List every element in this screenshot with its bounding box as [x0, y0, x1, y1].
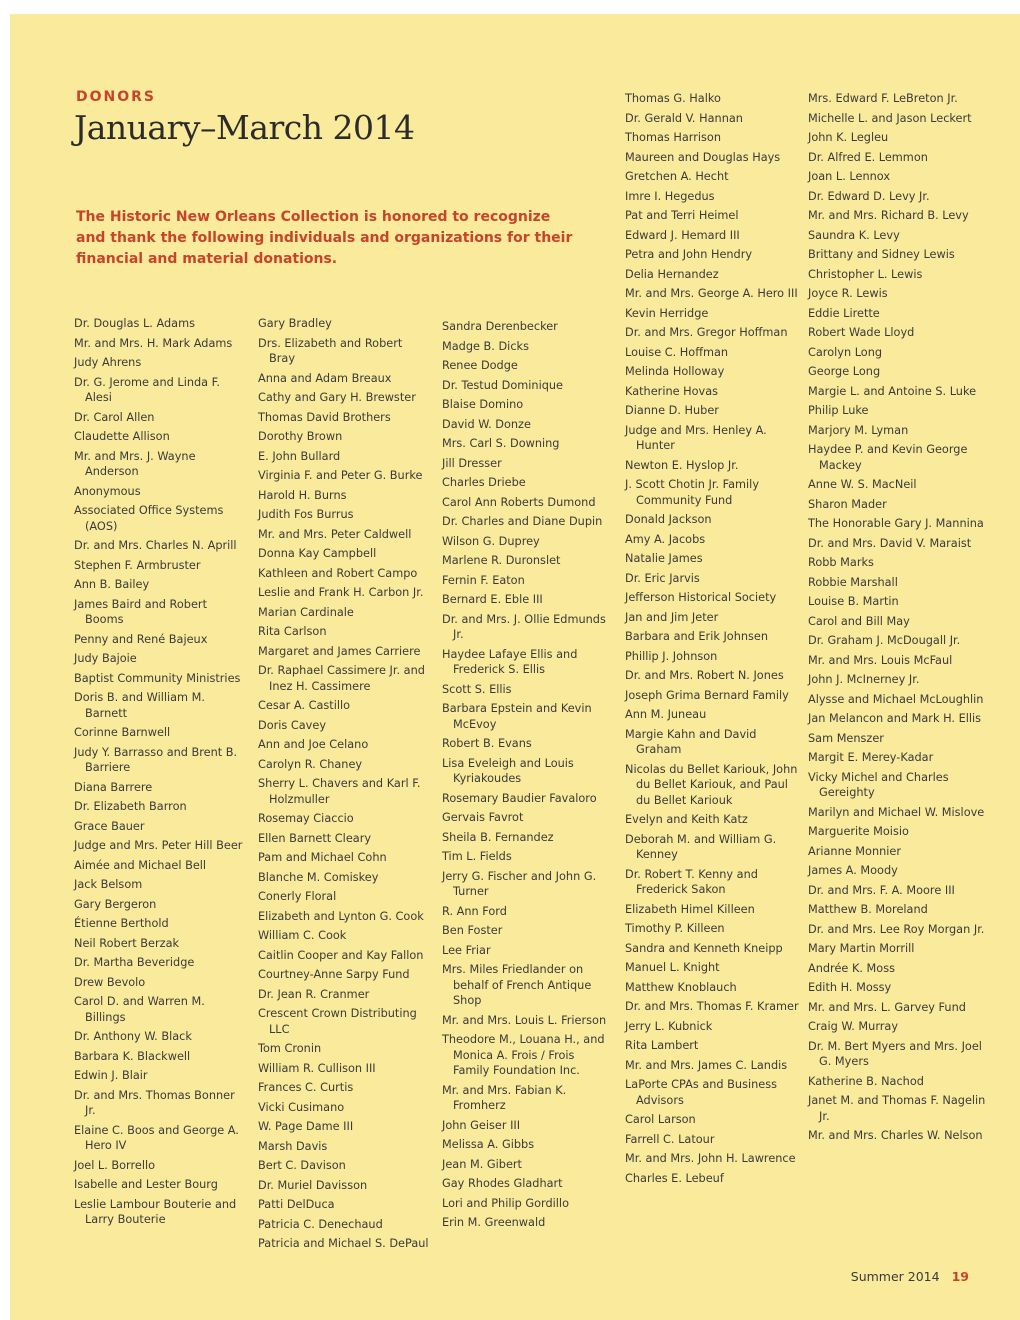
donor-entry: LaPorte CPAs and Business Advisors [625, 1078, 777, 1107]
donor-entry: Dr. M. Bert Myers and Mrs. Joel G. Myers [808, 1039, 982, 1068]
donor-entry: Judge and Mrs. Peter Hill Beer [74, 839, 243, 852]
page-title: January–March 2014 [74, 108, 415, 147]
donor-entry: Grace Bauer [74, 819, 145, 833]
donor-entry: Penny and René Bajeux [74, 632, 208, 646]
donor-entry: Carol Larson [625, 1113, 696, 1126]
donor-entry: Stephen F. Armbruster [74, 558, 201, 572]
donor-entry: Dr. and Mrs. Thomas Bonner Jr. [74, 1088, 235, 1117]
donor-entry: Louise B. Martin [808, 595, 899, 608]
donor-entry: Dr. Raphael Cassimere Jr. and Inez H. Cassimere [258, 664, 425, 693]
donor-entry: Imre I. Hegedus [625, 189, 715, 203]
donor-entry: Barbara and Erik Johnsen [625, 630, 769, 643]
donor-entry: Haydee P. and Kevin George Mackey [808, 443, 968, 472]
donor-entry: Pat and Terri Heimel [625, 209, 739, 222]
donor-entry: Lisa Eveleigh and Louis Kyriakoudes [442, 756, 574, 785]
donor-entry: Craig W. Murray [808, 1020, 899, 1033]
donor-entry: Mr. and Mrs. John H. Lawrence [625, 1152, 796, 1165]
donor-entry: Matthew Knoblauch [625, 980, 737, 994]
donor-entry: Ann M. Juneau [625, 708, 707, 721]
donor-entry: John J. McInerney Jr. [808, 673, 920, 686]
donor-entry: Dr. and Mrs. Gregor Hoffman [625, 326, 788, 339]
donor-entry: James Baird and Robert Booms [74, 597, 207, 626]
donor-entry: Saundra K. Levy [808, 228, 900, 242]
donor-entry: Lee Friar [442, 943, 491, 957]
magazine-page [10, 14, 1020, 1320]
donor-entry: Margie L. and Antoine S. Luke [808, 384, 977, 398]
donor-entry: Harold H. Burns [258, 488, 347, 502]
donor-entry: Dr. Testud Dominique [442, 378, 563, 392]
donor-entry: Madge B. Dicks [442, 339, 529, 353]
donor-entry: Dr. Douglas L. Adams [74, 317, 195, 330]
donor-entry: Rita Carlson [258, 625, 327, 638]
donor-entry: Dr. and Mrs. David V. Maraist [808, 536, 972, 550]
donor-entry: Dr. and Mrs. Thomas F. Kramer [625, 1000, 799, 1013]
donor-entry: Virginia F. and Peter G. Burke [258, 469, 423, 482]
donor-entry: Fernin F. Eaton [442, 573, 525, 587]
donor-entry: Joseph Grima Bernard Family [625, 688, 789, 702]
donor-entry: Gary Bradley [258, 317, 332, 330]
donor-entry: Crescent Crown Distributing LLC [258, 1007, 417, 1036]
donor-entry: Ann and Joe Celano [258, 738, 369, 751]
donor-entry: Carol Ann Roberts Dumond [442, 495, 596, 509]
donor-entry: Conerly Floral [258, 890, 337, 903]
donor-entry: Leslie Lambour Bouterie and Larry Bouterie [74, 1197, 237, 1226]
donor-entry: Drs. Elizabeth and Robert Bray [258, 336, 403, 365]
donor-entry: Dr. Graham J. McDougall Jr. [808, 634, 961, 647]
donor-entry: William C. Cook [258, 929, 347, 942]
donor-entry: Nicolas du Bellet Kariouk, John du Bellet Kariouk, and Paul du Bellet Kariouk [625, 762, 798, 807]
donor-entry: Dr. and Mrs. Lee Roy Morgan Jr. [808, 922, 985, 936]
donor-entry: Kathleen and Robert Campo [258, 566, 418, 580]
donor-entry: Mrs. Edward F. LeBreton Jr. [808, 92, 958, 105]
donor-entry: Sam Menszer [808, 731, 884, 745]
donor-entry: Bernard E. Eble III [442, 593, 543, 606]
donor-entry: The Honorable Gary J. Mannina [808, 517, 984, 530]
donor-entry: Wilson G. Duprey [442, 534, 540, 548]
donor-entry: Jerry L. Kubnick [625, 1019, 713, 1033]
donor-entry: Dianne D. Huber [625, 404, 719, 417]
donor-entry: Dr. Martha Beveridge [74, 956, 195, 969]
donor-entry: Étienne Berthold [74, 917, 169, 930]
donor-column-5 [808, 91, 986, 1148]
donor-entry: Janet M. and Thomas F. Nagelin Jr. [808, 1094, 986, 1123]
donor-entry: Edwin J. Blair [74, 1069, 148, 1082]
donor-entry: Anonymous [74, 484, 141, 498]
donor-entry: Rosemay Ciaccio [258, 812, 354, 825]
donor-column-1 [74, 316, 246, 1232]
donor-entry: Brittany and Sidney Lewis [808, 248, 955, 261]
donor-entry: Theodore M., Louana H., and Monica A. Frois / Frois Family Foundation Inc. [442, 1033, 605, 1077]
donor-entry: Edward J. Hemard III [625, 228, 740, 242]
donor-entry: Jan and Jim Jeter [625, 610, 719, 624]
donor-entry: Margie Kahn and David Graham [625, 727, 757, 756]
donor-entry: Patricia and Michael S. DePaul [258, 1237, 429, 1250]
donor-entry: Dr. and Mrs. Charles N. Aprill [74, 539, 237, 552]
donor-entry: Louise C. Hoffman [625, 345, 729, 359]
donor-entry: Mr. and Mrs. George A. Hero III [625, 287, 798, 300]
donor-entry: W. Page Dame III [258, 1120, 354, 1133]
donor-entry: Marguerite Moisio [808, 825, 909, 838]
donor-entry: Claudette Allison [74, 430, 170, 443]
page-footer [851, 1269, 969, 1284]
donor-entry: Delia Hernandez [625, 267, 719, 281]
donor-entry: Melissa A. Gibbs [442, 1138, 535, 1151]
donor-entry: Doris Cavey [258, 718, 327, 732]
donor-entry: Barbara K. Blackwell [74, 1049, 191, 1063]
donor-entry: Jean M. Gibert [442, 1157, 522, 1171]
donor-column-3 [442, 319, 614, 1235]
donor-entry: Isabelle and Lester Bourg [74, 1178, 218, 1191]
donor-entry: Deborah M. and William G. Kenney [625, 832, 777, 861]
donor-entry: Thomas David Brothers [258, 410, 391, 424]
donor-entry: Gervais Favrot [442, 811, 524, 824]
donor-entry: Ben Foster [442, 924, 503, 937]
donor-entry: Dr. Gerald V. Hannan [625, 111, 743, 125]
donor-entry: Dr. Eric Jarvis [625, 571, 700, 585]
donor-entry: Dr. Robert T. Kenny and Frederick Sakon [625, 867, 758, 896]
donor-entry: Elizabeth and Lynton G. Cook [258, 909, 424, 923]
donor-entry: Jerry G. Fischer and John G. Turner [442, 869, 597, 898]
donor-entry: Mrs. Carl S. Downing [442, 437, 560, 450]
donor-entry: Kevin Herridge [625, 306, 709, 320]
donor-entry: Katherine Hovas [625, 384, 719, 398]
donor-entry: Mr. and Mrs. Fabian K. Fromherz [442, 1083, 567, 1112]
donor-entry: Anne W. S. MacNeil [808, 478, 917, 491]
donor-entry: Christopher L. Lewis [808, 267, 923, 281]
donor-entry: Marilyn and Michael W. Mislove [808, 805, 985, 819]
donor-entry: Mr. and Mrs. H. Mark Adams [74, 336, 233, 350]
donor-entry: Newton E. Hyslop Jr. [625, 458, 739, 472]
donor-entry: Charles Driebe [442, 476, 526, 489]
donor-entry: Dr. Edward D. Levy Jr. [808, 189, 930, 203]
donor-column-2 [258, 316, 430, 1256]
donor-entry: Sherry L. Chavers and Karl F. Holzmuller [258, 777, 421, 806]
donor-entry: Marlene R. Duronslet [442, 554, 561, 567]
donor-entry: Joan L. Lennox [808, 170, 891, 183]
issue-label: Summer 2014 [850, 1269, 940, 1284]
donor-column-4 [625, 91, 801, 1190]
donor-entry: Jefferson Historical Society [625, 591, 777, 604]
donor-entry: Scott S. Ellis [442, 682, 512, 696]
donor-entry: Judith Fos Burrus [258, 508, 354, 521]
donor-entry: John Geiser III [442, 1118, 521, 1132]
donor-entry: Patricia C. Denechaud [258, 1217, 383, 1231]
donor-entry: Ellen Barnett Cleary [258, 831, 372, 845]
donor-entry: E. John Bullard [258, 449, 341, 463]
donor-entry: Mr. and Mrs. J. Wayne Anderson [74, 449, 196, 478]
donor-entry: Leslie and Frank H. Carbon Jr. [258, 586, 424, 599]
donor-entry: Anna and Adam Breaux [258, 371, 392, 385]
donor-entry: Robbie Marshall [808, 575, 898, 589]
donor-entry: Tim L. Fields [442, 850, 512, 863]
donor-entry: Diana Barrere [74, 780, 153, 794]
donor-entry: Renee Dodge [442, 359, 518, 372]
donor-entry: Vicky Michel and Charles Gereighty [808, 770, 949, 799]
donor-entry: Elizabeth Himel Killeen [625, 902, 755, 916]
donor-entry: Dr. Alfred E. Lemmon [808, 150, 928, 164]
donor-entry: Dr. Elizabeth Barron [74, 800, 187, 813]
donor-entry: Mrs. Miles Friedlander on behalf of French Antique Shop [442, 963, 592, 1007]
donor-entry: Barbara Epstein and Kevin McEvoy [442, 702, 592, 731]
donor-entry: Dr. Anthony W. Black [74, 1030, 192, 1043]
donor-entry: Caitlin Cooper and Kay Fallon [258, 948, 424, 962]
donor-entry: Dr. G. Jerome and Linda F. Alesi [74, 375, 220, 404]
donor-entry: Katherine B. Nachod [808, 1074, 924, 1088]
donor-entry: Phillip J. Johnson [625, 649, 718, 663]
donor-entry: Margaret and James Carriere [258, 644, 421, 658]
donor-entry: Lori and Philip Gordillo [442, 1196, 569, 1210]
donor-entry: Joel L. Borrello [74, 1158, 156, 1172]
donor-entry: Cesar A. Castillo [258, 699, 351, 712]
donor-entry: Alysse and Michael McLoughlin [808, 692, 984, 706]
donor-entry: R. Ann Ford [442, 904, 507, 918]
donor-entry: Mr. and Mrs. Peter Caldwell [258, 527, 412, 541]
donor-entry: Charles E. Lebeuf [625, 1171, 724, 1185]
donor-entry: Bert C. Davison [258, 1159, 346, 1172]
donor-entry: Doris B. and William M. Barnett [74, 691, 205, 720]
donor-entry: Robert Wade Lloyd [808, 326, 915, 339]
donor-entry: Edith H. Mossy [808, 981, 892, 994]
donor-entry: Frances C. Curtis [258, 1081, 354, 1094]
donor-entry: Neil Robert Berzak [74, 936, 180, 950]
donor-entry: Associated Office Systems (AOS) [74, 504, 224, 533]
donor-entry: Elaine C. Boos and George A. Hero IV [74, 1123, 239, 1152]
donor-entry: Dr. Jean R. Cranmer [258, 987, 370, 1001]
donor-entry: Carol D. and Warren M. Billings [74, 995, 205, 1024]
donor-entry: Carolyn R. Chaney [258, 757, 363, 771]
donor-entry: Tom Cronin [258, 1042, 322, 1055]
donor-entry: Baptist Community Ministries [74, 671, 241, 685]
donor-entry: J. Scott Chotin Jr. Family Community Fund [625, 478, 760, 507]
section-kicker: DONORS [76, 89, 157, 105]
donor-entry: Judy Y. Barrasso and Brent B. Barriere [74, 745, 238, 774]
donor-entry: Patti DelDuca [258, 1198, 335, 1211]
donor-entry: Rita Lambert [625, 1039, 699, 1052]
donor-entry: Gretchen A. Hecht [625, 170, 729, 183]
donor-entry: Corinne Barnwell [74, 726, 171, 739]
donor-entry: Carolyn Long [808, 345, 883, 359]
donor-entry: Mr. and Mrs. Charles W. Nelson [808, 1129, 983, 1142]
donor-entry: William R. Cullison III [258, 1061, 376, 1075]
donor-entry: Mr. and Mrs. Louis L. Frierson [442, 1013, 607, 1027]
donor-entry: John K. Legleu [808, 131, 889, 144]
donor-entry: Manuel L. Knight [625, 961, 720, 974]
donor-entry: Michelle L. and Jason Leckert [808, 111, 972, 125]
donor-entry: Jill Dresser [442, 456, 502, 470]
donor-entry: Arianne Monnier [808, 844, 902, 858]
donor-entry: Timothy P. Killeen [625, 922, 725, 935]
donor-entry: Eddie Lirette [808, 306, 880, 320]
donor-entry: Dr. and Mrs. F. A. Moore III [808, 883, 955, 897]
donor-entry: Dorothy Brown [258, 430, 343, 443]
donor-entry: Mr. and Mrs. L. Garvey Fund [808, 1000, 966, 1014]
donor-entry: Marian Cardinale [258, 605, 354, 619]
donor-entry: Marjory M. Lyman [808, 423, 909, 437]
donor-entry: David W. Donze [442, 417, 531, 431]
donor-entry: Drew Bevolo [74, 975, 146, 989]
donor-entry: Jack Belsom [74, 878, 143, 891]
donor-entry: Gary Bergeron [74, 897, 157, 911]
donor-entry: Thomas G. Halko [625, 92, 721, 105]
donor-entry: Petra and John Hendry [625, 248, 753, 261]
donor-entry: Mr. and Mrs. Richard B. Levy [808, 209, 969, 222]
donor-entry: Thomas Harrison [625, 131, 721, 144]
donor-entry: Andrée K. Moss [808, 961, 895, 975]
donor-entry: Judy Ahrens [74, 356, 142, 369]
page-number: 19 [951, 1269, 969, 1284]
donor-entry: James A. Moody [808, 864, 898, 877]
donor-entry: Sandra and Kenneth Kneipp [625, 941, 783, 955]
donor-entry: George Long [808, 365, 881, 378]
donor-entry: Dr. Charles and Diane Dupin [442, 515, 603, 528]
donor-entry: Robb Marks [808, 556, 874, 569]
donor-entry: Blanche M. Comiskey [258, 870, 379, 884]
donor-entry: Maureen and Douglas Hays [625, 150, 781, 164]
donor-entry: Amy A. Jacobs [625, 532, 706, 546]
donor-entry: Vicki Cusimano [258, 1100, 345, 1114]
donor-entry: Aimée and Michael Bell [74, 858, 207, 872]
donor-entry: Mr. and Mrs. James C. Landis [625, 1058, 788, 1072]
donor-entry: Dr. and Mrs. Robert N. Jones [625, 669, 784, 682]
donor-entry: Evelyn and Keith Katz [625, 813, 748, 826]
donor-entry: Judge and Mrs. Henley A. Hunter [625, 423, 767, 452]
donor-entry: Donna Kay Campbell [258, 547, 377, 560]
donor-entry: Sheila B. Fernandez [442, 830, 554, 844]
donor-entry: Ann B. Bailey [74, 578, 150, 591]
donor-entry: Marsh Davis [258, 1139, 328, 1153]
donor-entry: Rosemary Baudier Favaloro [442, 791, 597, 805]
donor-entry: Carol and Bill May [808, 614, 910, 628]
donor-entry: Mary Martin Morrill [808, 942, 915, 955]
donor-entry: Courtney-Anne Sarpy Fund [258, 968, 410, 981]
donor-entry: Pam and Michael Cohn [258, 851, 387, 864]
donor-entry: Robert B. Evans [442, 737, 532, 750]
donor-entry: Dr. Muriel Davisson [258, 1178, 368, 1192]
donor-entry: Judy Bajoie [74, 652, 137, 665]
donor-entry: Mr. and Mrs. Louis McFaul [808, 653, 953, 667]
donor-entry: Margit E. Merey-Kadar [808, 751, 934, 764]
donor-entry: Sandra Derenbecker [442, 320, 558, 333]
donor-entry: Sharon Mader [808, 497, 887, 511]
donor-entry: Haydee Lafaye Ellis and Frederick S. Ellis [442, 647, 578, 676]
donor-entry: Blaise Domino [442, 398, 524, 411]
donor-entry: Gay Rhodes Gladhart [442, 1177, 563, 1190]
intro-text: The Historic New Orleans Collection is honored to recognize and thank the following individuals and organizations for their financial and material donations. [76, 209, 573, 267]
donor-entry: Dr. Carol Allen [74, 410, 155, 424]
donor-entry: Farrell C. Latour [625, 1132, 715, 1146]
donor-entry: Erin M. Greenwald [442, 1216, 546, 1229]
donor-entry: Donald Jackson [625, 513, 712, 526]
donor-entry: Cathy and Gary H. Brewster [258, 391, 416, 404]
donor-entry: Philip Luke [808, 404, 869, 417]
donor-entry: Matthew B. Moreland [808, 903, 928, 916]
donor-entry: Dr. and Mrs. J. Ollie Edmunds Jr. [442, 612, 606, 641]
donor-entry: Joyce R. Lewis [808, 287, 888, 300]
donor-entry: Natalie James [625, 552, 703, 565]
donor-entry: Jan Melancon and Mark H. Ellis [808, 712, 982, 725]
donor-entry: Melinda Holloway [625, 365, 725, 378]
